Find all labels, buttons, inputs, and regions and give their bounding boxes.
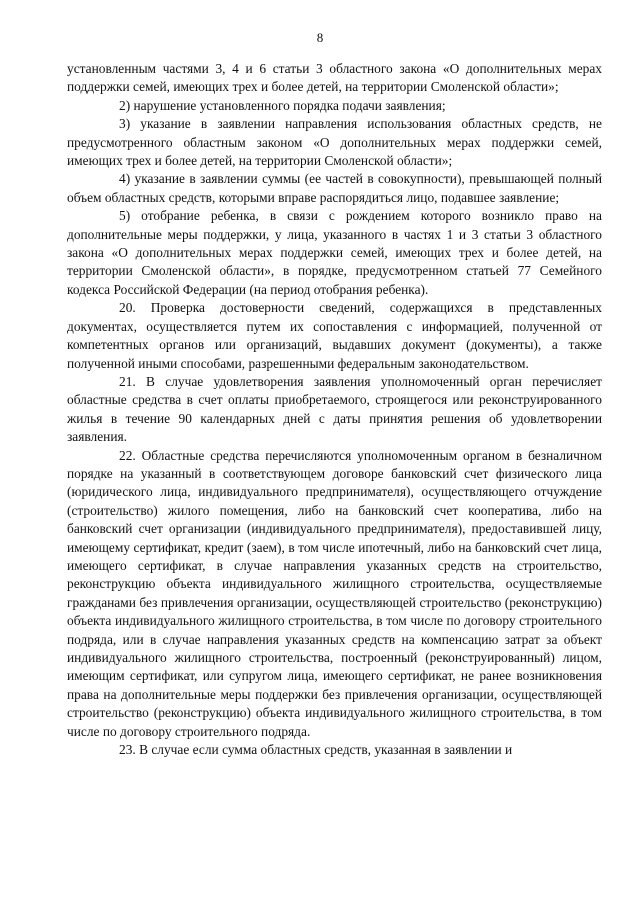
list-item-5: 5) отобрание ребенка, в связи с рождением которого возникло право на дополнительные меры поддержки, у лица, указанного в частях 1 и 3 статьи 3 областного закона «О дополнительных мерах поддержки семей, имеющих трех и более детей, на территории Смоленской области», в порядке, предусмотренном статьей 77 Семейного кодекса Российской Федерации (на период отобрания ребенка). [67,208,602,297]
paragraph-continuation: установленным частями 3, 4 и 6 статьи 3 областного закона «О дополнительных мерах поддержки семей, имеющих трех и более детей, на территории Смоленской области»; [67,61,602,95]
page-number: 8 [316,30,324,45]
clause-23: 23. В случае если сумма областных средств, указанная в заявлении и [119,742,513,758]
clause-21: 21. В случае удовлетворения заявления уполномоченный орган перечисляет областные средства в счет оплаты приобретаемого, строящегося или реконструированного жилья в течение 90 календарных дней с даты принятия решения об удовлетворении заявления. [67,373,602,445]
clause-20: 20. Проверка достоверности сведений, содержащихся в представленных документах, осуществляется путем их сопоставления с информацией, полученной от компетентных органов или организаций, выдавших документ (документы), а также полученной иными способами, разрешенными федеральным законодательством. [67,300,602,371]
list-item-3: 3) указание в заявлении направления использования областных средств, не предусмотренного областным законом «О дополнительных мерах поддержки семей, имеющих трех и более детей, на территории Смоленской области»; [67,116,602,169]
clause-22: 22. Областные средства перечисляются уполномоченным органом в безналичном порядке на указанный в соответствующем договоре банковский счет физического лица (юридического лица, индивидуального предпринимателя), осуществляющего отчуждение (строительство) жилого помещения, либо на банковский счет кооператива, либо на банковский счет организации (индивидуального предпринимателя), предоставившей лицу, имеющему сертификат, кредит (заем), в том числе ипотечный, либо на банковский счет лица, имеющего сертификат, в случае направления указанных средств на строительство, реконструкцию объекта индивидуального жилищного строительства, осуществляемые гражданами без привлечения организации, осуществляющей строительство (реконструкцию) объекта индивидуального жилищного строительства, в том числе по договору строительного подряда, или в случае направления указанных средств на компенсацию затрат за объект индивидуального жилищного строительства, построенный (реконструированный) лицом, имеющим сертификат, или супругом лица, имеющего сертификат, не ранее возникновения права на дополнительные меры поддержки без привлечения организации, осуществляющей строительство (реконструкцию) объекта индивидуального жилищного строительства, в том числе по договору строительного подряда. [67,447,602,739]
list-item-2: 2) нарушение установленного порядка подачи заявления; [119,97,446,113]
document-body [67,60,602,759]
list-item-4: 4) указание в заявлении суммы (ее частей в совокупности), превышающей полный объем областных средств, которыми вправе распорядиться лицо, подавшее заявление; [67,171,602,205]
